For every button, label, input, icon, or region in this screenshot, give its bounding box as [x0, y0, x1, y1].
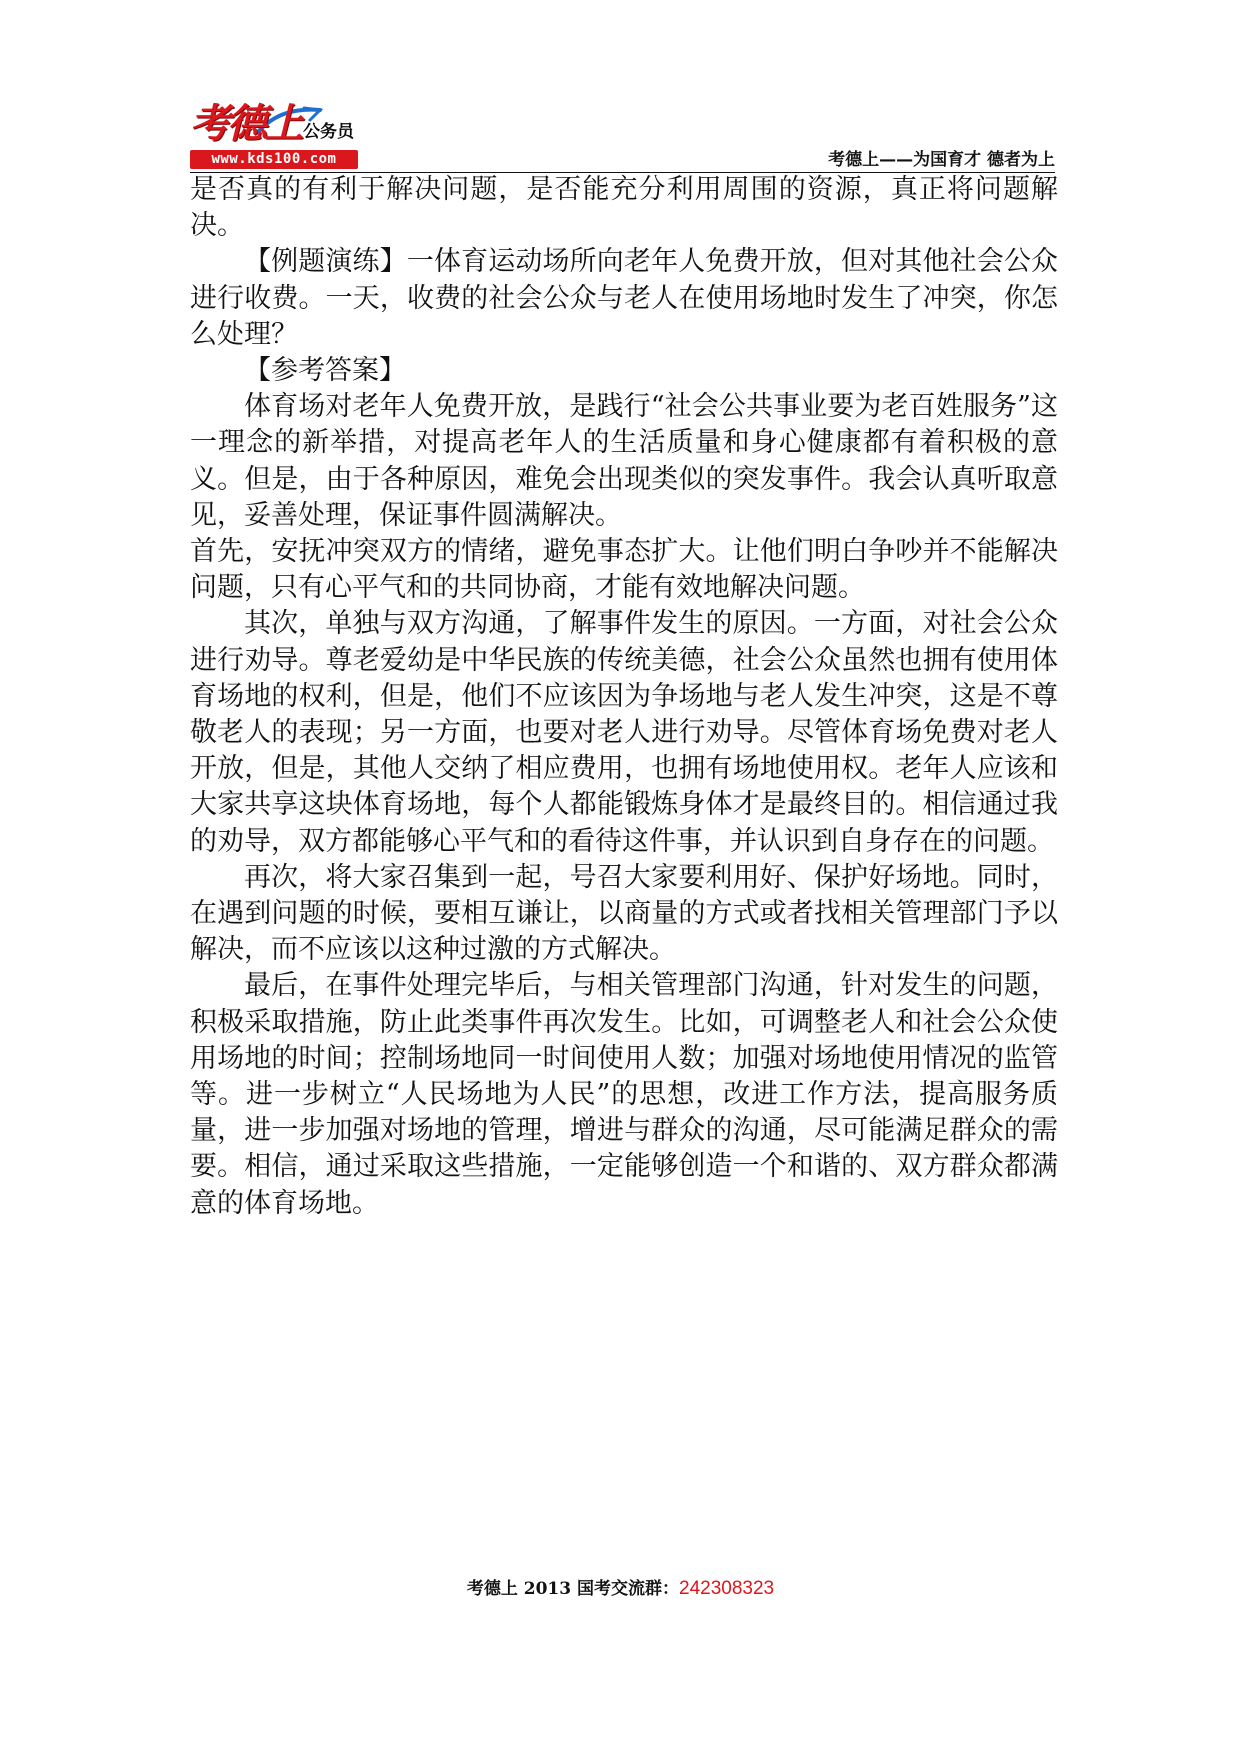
- header-slogan: 考德上——为国育才 德者为上: [828, 150, 1055, 170]
- paragraph-answer-heading: 【参考答案】: [244, 355, 406, 387]
- footer-label: 考德上 2013 国考交流群：: [466, 1579, 680, 1599]
- document-body: [190, 172, 1058, 1222]
- paragraph: 再次，将大家召集到一起，号召大家要利用好、保护好场地。同时，在遇到问题的时候，要相互谦让，以商量的方式或者找相关管理部门予以解决，而不应该以这种过激的方式解决。: [190, 861, 1058, 966]
- kds-logo[interactable]: [190, 100, 380, 172]
- logo-wordmark: [190, 100, 354, 148]
- paragraph: 其次，单独与双方沟通，了解事件发生的原因。一方面，对社会公众进行劝导。尊老爱幼是中华民族的传统美德，社会公众虽然也拥有使用体育场地的权利，但是，他们不应该因为争场地与老人发生冲突，这是不尊敬老人的表现；另一方面，也要对老人进行劝导。尽管体育场免费对老人开放，但是，其他人交纳了相应费用，也拥有场地使用权。老年人应该和大家共享这块体育场地，每个人都能锻炼身体才是最终目的。相信通过我的劝导，双方都能够心平气和的看待这件事，并认识到自身存在的问题。: [190, 608, 1058, 857]
- logo-subtext: 公务员: [303, 122, 354, 142]
- logo-text: 考德上: [190, 101, 301, 147]
- paragraph: 是否真的有利于解决问题，是否能充分利用周围的资源，真正将问题解决。: [190, 174, 1058, 242]
- footer-group-number: 242308323: [679, 1578, 775, 1599]
- page-footer: [0, 1578, 1241, 1600]
- paragraph: 首先，安抚冲突双方的情绪，避免事态扩大。让他们明白争吵并不能解决问题，只有心平气和的共同协商，才能有效地解决问题。: [190, 536, 1058, 604]
- logo-url[interactable]: www.kds100.com: [190, 150, 358, 169]
- paragraph-example-question: 【例题演练】一体育运动场所向老年人免费开放，但对其他社会公众进行收费。一天，收费的社会公众与老人在使用场地时发生了冲突，你怎么处理？: [190, 246, 1058, 350]
- page-header: [190, 100, 1055, 173]
- paragraph: 最后，在事件处理完毕后，与相关管理部门沟通，针对发生的问题，积极采取措施，防止此类事件再次发生。比如，可调整老人和社会公众使用场地的时间；控制场地同一时间使用人数；加强对场地使用情况的监管等。进一步树立“人民场地为人民”的思想，改进工作方法，提高服务质量，进一步加强对场地的管理，增进与群众的沟通，尽可能满足群众的需要。相信，通过采取这些措施，一定能够创造一个和谐的、双方群众都满意的体育场地。: [190, 970, 1058, 1219]
- paragraph: 体育场对老年人免费开放，是践行“社会公共事业要为老百姓服务”这一理念的新举措，对提高老年人的生活质量和身心健康都有着积极的意义。但是，由于各种原因，难免会出现类似的突发事件。我会认真听取意见，妥善处理，保证事件圆满解决。: [190, 391, 1058, 531]
